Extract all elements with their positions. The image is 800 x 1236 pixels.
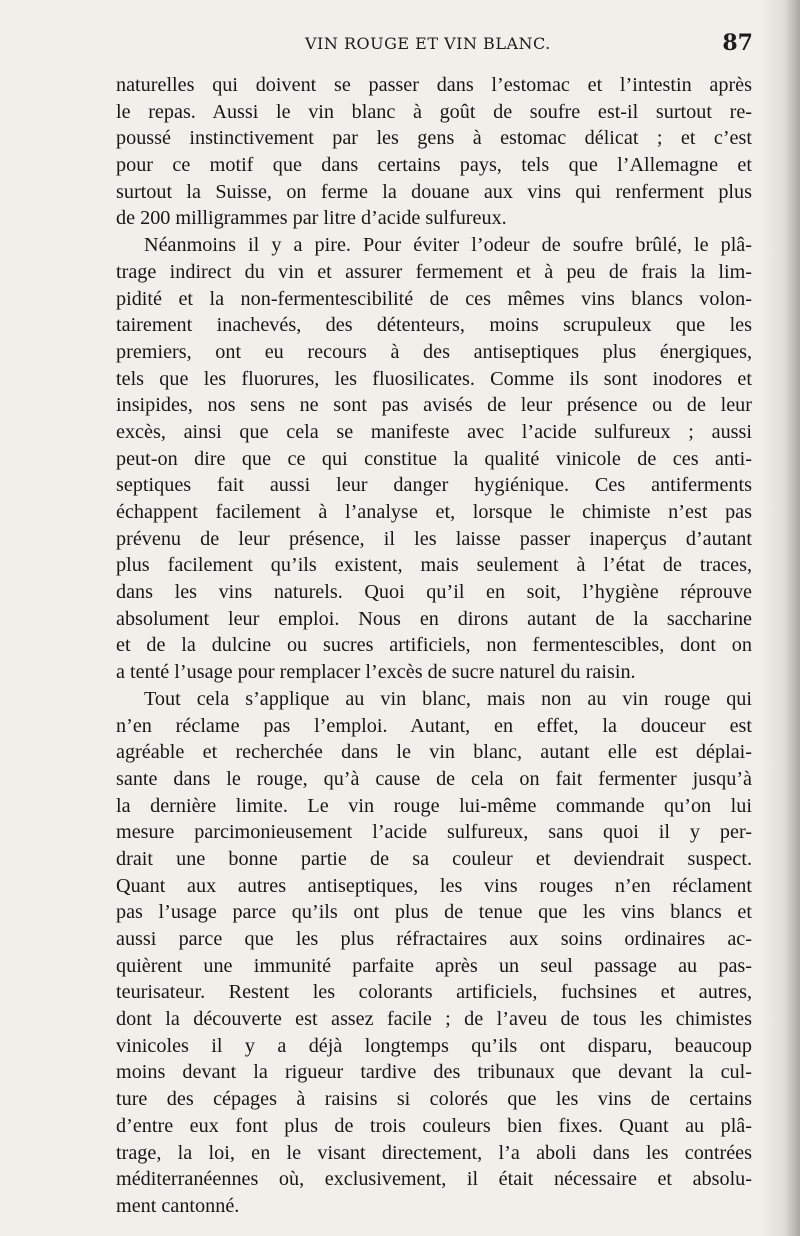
text-line: naturelles qui doivent se passer dans l’estomac et l’intestin après: [116, 74, 752, 96]
text-line: aussi parce que les plus réfractaires aux soins ordinaires ac-: [116, 928, 752, 950]
text-line: méditerranéennes où, exclusivement, il était nécessaire et absolu-: [116, 1168, 752, 1191]
text-line: sante dans le rouge, qu’à cause de cela on fait fermenter jusqu’à: [116, 767, 752, 790]
scan-shadow-edge: [762, 0, 800, 1236]
text-line: quièrent une immunité parfaite après un seul passage au pas-: [116, 954, 752, 977]
text-line: pidité et la non-fermentescibilité de ces mêmes vins blancs volon-: [116, 287, 752, 310]
body-text: [116, 72, 752, 1220]
text-line: pas l’usage parce qu’ils ont plus de tenue que les vins blancs et: [116, 901, 752, 924]
text-line: insipides, nos sens ne sont pas avisés de leur présence ou de leur: [116, 394, 752, 417]
text-line: surtout la Suisse, on ferme la douane aux vins qui renferment plus: [116, 180, 752, 203]
text-line: agréable et recherchée dans le vin blanc, autant elle est déplai-: [116, 741, 752, 764]
text-line: plus facilement qu’ils existent, mais seulement à l’état de traces,: [116, 554, 752, 577]
text-line: trage, la loi, en le visant directement, l’a aboli dans les contrées: [116, 1141, 752, 1164]
text-line: mesure parcimonieusement l’acide sulfureux, sans quoi il y per-: [116, 821, 752, 844]
text-line: premiers, ont eu recours à des antiseptiques plus énergiques,: [116, 340, 752, 363]
text-line: moins devant la rigueur tardive des tribunaux que devant la cul-: [116, 1061, 752, 1084]
text-line: d’entre eux font plus de trois couleurs bien fixes. Quant au plâ-: [116, 1114, 752, 1137]
page-header: [115, 28, 755, 62]
paragraph: [116, 232, 752, 686]
text-line: tels que les fluorures, les fluosilicates. Comme ils sont inodores et: [116, 367, 752, 390]
running-title: VIN ROUGE ET VIN BLANC.: [305, 34, 551, 53]
text-line: vinicoles il y a déjà longtemps qu’ils ont disparu, beaucoup: [116, 1034, 752, 1057]
text-line: n’en réclame pas l’emploi. Autant, en effet, la douceur est: [116, 714, 752, 737]
text-line: absolument leur emploi. Nous en dirons autant de la saccharine: [116, 607, 752, 630]
text-line: ture des cépages à raisins si colorés que les vins de certains: [116, 1088, 752, 1111]
text-line: poussé instinctivement par les gens à estomac délicat ; et c’est: [116, 127, 752, 150]
text-line: Quant aux autres antiseptiques, les vins rouges n’en réclament: [116, 874, 752, 897]
paragraph: [116, 686, 752, 1220]
text-line: dans les vins naturels. Quoi qu’il en soit, l’hygiène réprouve: [116, 581, 752, 604]
text-line: de 200 milligrammes par litre d’acide sulfureux.: [116, 207, 507, 230]
text-line: excès, ainsi que cela se manifeste avec l’acide sulfureux ; aussi: [116, 420, 752, 443]
text-line: septiques fait aussi leur danger hygiénique. Ces antiferments: [116, 474, 752, 497]
text-line: tairement inachevés, des détenteurs, moins scrupuleux que les: [116, 314, 752, 337]
text-line: prévenu de leur présence, il les laisse passer inaperçus d’autant: [116, 527, 752, 550]
text-line: a tenté l’usage pour remplacer l’excès de sucre naturel du raisin.: [116, 661, 636, 684]
text-line: teurisateur. Restent les colorants artificiels, fuchsines et autres,: [116, 981, 752, 1004]
text-line: peut-on dire que ce qui constitue la qualité vinicole de ces anti-: [116, 447, 752, 470]
text-line: drait une bonne partie de sa couleur et deviendrait suspect.: [116, 847, 752, 870]
text-line: le repas. Aussi le vin blanc à goût de soufre est-il surtout re-: [116, 100, 752, 123]
text-line: et de la dulcine ou sucres artificiels, non fermentescibles, dont on: [116, 634, 752, 657]
text-line: Tout cela s’applique au vin blanc, mais non au vin rouge qui: [144, 687, 752, 710]
paragraph: [116, 72, 752, 232]
text-line: la dernière limite. Le vin rouge lui-même commande qu’on lui: [116, 794, 752, 817]
text-line: trage indirect du vin et assurer fermement et à peu de frais la lim-: [116, 260, 752, 283]
text-line: échappent facilement à l’analyse et, lorsque le chimiste n’est pas: [116, 501, 752, 523]
text-line: ment cantonné.: [116, 1194, 240, 1217]
page-number: 87: [722, 30, 753, 56]
text-line: dont la découverte est assez facile ; de l’aveu de tous les chimistes: [116, 1008, 752, 1031]
text-line: Néanmoins il y a pire. Pour éviter l’odeur de soufre brûlé, le plâ-: [144, 234, 752, 257]
text-line: pour ce motif que dans certains pays, tels que l’Allemagne et: [116, 154, 752, 177]
